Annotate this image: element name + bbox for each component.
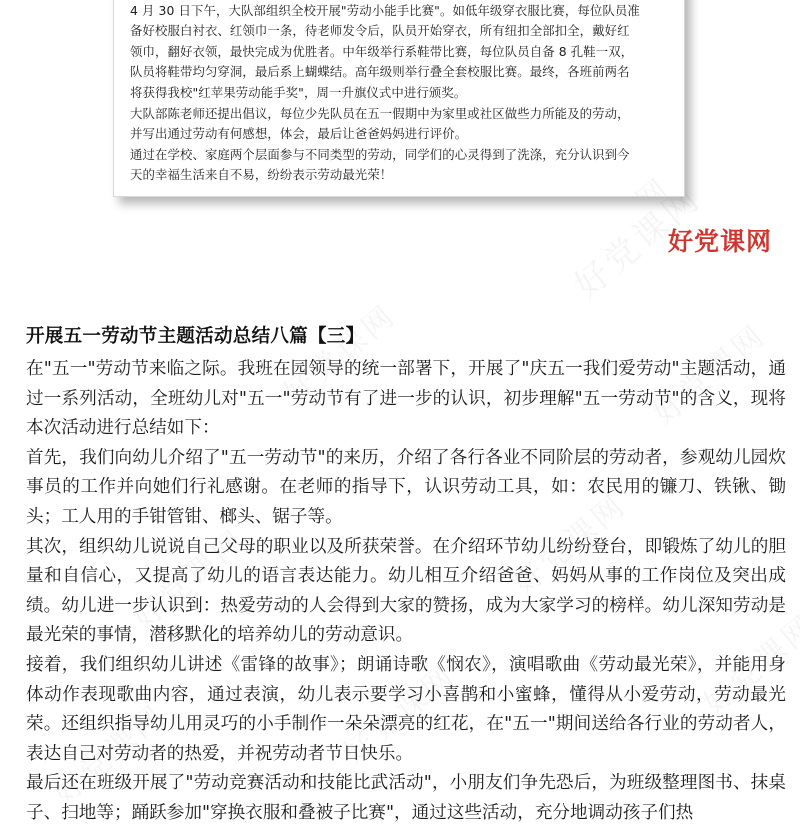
doc-line: 大队部陈老师还提出倡议，每位少先队员在五一假期中为家里或社区做些力所能及的劳动， xyxy=(130,105,630,121)
doc-line: 队员将鞋带均匀穿洞，最后系上蝴蝶结。高年级则举行叠全套校服比赛。最终，各班前两名 xyxy=(130,64,630,80)
scanned-document-body xyxy=(113,0,685,197)
site-watermark: 好党课网 xyxy=(668,227,773,256)
doc-line: 领巾，翻好衣领，最快完成为优胜者。中年级举行系鞋带比赛，每位队员自备 8 孔鞋一双， xyxy=(130,43,634,59)
doc-line: 并写出通过劳动有何感想，体会，最后让爸爸妈妈进行评价。 xyxy=(130,126,468,142)
article-body xyxy=(26,322,786,829)
scanned-document-card xyxy=(113,0,685,197)
doc-line: 将获得我校"红苹果劳动能手奖"，周一升旗仪式中进行颁奖。 xyxy=(130,84,467,100)
article-paragraph: 接着，我们组织幼儿讲述《雷锋的故事》；朗诵诗歌《悯农》，演唱歌曲《劳动最光荣》，并能用身体动作表现歌曲内容，通过表演，幼儿表示要学习小喜鹊和小蜜蜂，懂得从小爱劳动，劳动最光荣。还组织指导幼儿用灵巧的小手制作一朵朵漂亮的红花，在"五一"期间送给各行业的劳动者人，表达自己对劳动者的热爱，并祝劳动者节日快乐。 xyxy=(26,654,786,764)
article-paragraph: 最后还在班级开展了"劳动竞赛活动和技能比武活动"，小朋友们争先恐后，为班级整理图书、抹桌子、扫地等；踊跃参加"穿换衣服和叠被子比赛"，通过这些活动，充分地调动孩子们热 xyxy=(26,773,786,823)
doc-line: 天的幸福生活来自不易，纷纷表示劳动最光荣！ xyxy=(130,167,393,183)
doc-line: 通过在学校、家庭两个层面参与不同类型的劳动，同学们的心灵得到了洗涤，充分认识到今 xyxy=(130,146,630,162)
doc-line: 备好校服白衬衣、红领巾一条，待老师发令后，队员开始穿衣，所有纽扣全部扣全，戴好红 xyxy=(130,23,630,39)
article-paragraph: 首先，我们向幼儿介绍了"五一劳动节"的来历，介绍了各行各业不同阶层的劳动者，参观幼儿园炊事员的工作并向她们行礼感谢。在老师的指导下，认识劳动工具，如：农民用的镰刀、铁锹、锄头；工人用的手钳管钳、榔头、锯子等。 xyxy=(26,447,786,527)
page-title: 开展五一劳动节主题活动总结八篇【三】 xyxy=(26,326,365,347)
doc-line: 4 月 30 日下午，大队部组织全校开展"劳动小能手比赛"。如低年级穿衣服比赛，每位队员准 xyxy=(130,2,640,18)
article-paragraph: 在"五一"劳动节来临之际。我班在园领导的统一部署下，开展了"庆五一我们爱劳动"主题活动，通过一系列活动，全班幼儿对"五一"劳动节有了进一步的认识，初步理解"五一劳动节"的含义，现将本次活动进行总结如下： xyxy=(26,359,786,439)
article-paragraph: 其次，组织幼儿说说自己父母的职业以及所获荣誉。在介绍环节幼儿纷纷登台，即锻炼了幼儿的胆量和自信心，又提高了幼儿的语言表达能力。幼儿相互介绍爸爸、妈妈从事的工作岗位及突出成绩。幼儿进一步认识到：热爱劳动的人会得到大家的赞扬，成为大家学习的榜样。幼儿深知劳动是最光荣的事情，潜移默化的培养幼儿的劳动意识。 xyxy=(26,536,786,646)
